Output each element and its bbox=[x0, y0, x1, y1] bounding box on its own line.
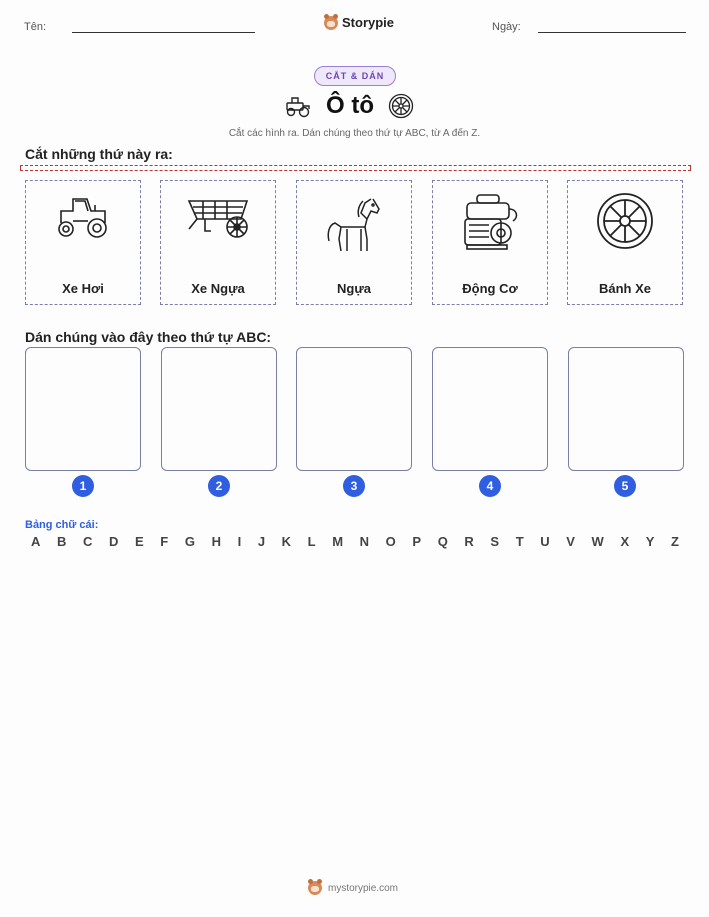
alphabet-letter: J bbox=[257, 534, 266, 549]
alphabet-letter: H bbox=[211, 534, 221, 549]
alphabet-letter: S bbox=[490, 534, 500, 549]
alphabet-letter: R bbox=[464, 534, 474, 549]
alphabet-letter: L bbox=[307, 534, 316, 549]
paste-box-2[interactable] bbox=[161, 347, 277, 471]
alphabet-letter: D bbox=[109, 534, 119, 549]
brand-name: Storypie bbox=[342, 15, 395, 30]
alphabet-letter: N bbox=[359, 534, 370, 549]
alphabet-letter: G bbox=[184, 534, 195, 549]
card-label: Xe Ngựa bbox=[191, 281, 245, 296]
alphabet-letter: O bbox=[385, 534, 396, 549]
card-label: Động Cơ bbox=[462, 281, 518, 296]
bear-logo-icon bbox=[324, 16, 338, 30]
alphabet-letter: A bbox=[31, 534, 41, 549]
horse-icon bbox=[321, 191, 387, 257]
instructions: Cắt các hình ra. Dán chúng theo thứ tự ABC, từ A đến Z. bbox=[228, 128, 481, 139]
slot-number: 2 bbox=[208, 475, 230, 497]
alphabet-letter: F bbox=[160, 534, 169, 549]
alphabet-letter: Y bbox=[645, 534, 655, 549]
alphabet-letter: E bbox=[135, 534, 144, 549]
tractor-icon bbox=[51, 191, 115, 243]
alphabet-letter: P bbox=[412, 534, 422, 549]
brand-logo bbox=[324, 15, 394, 30]
alphabet-letter: X bbox=[620, 534, 630, 549]
footer bbox=[308, 881, 398, 895]
cut-heading: Cắt những thứ này ra: bbox=[25, 146, 173, 162]
card-label: Bánh Xe bbox=[598, 281, 651, 296]
name-label: Tên: bbox=[24, 21, 47, 33]
alphabet-letter: M bbox=[332, 534, 344, 549]
page-title-row bbox=[284, 92, 414, 120]
cut-card-carriage[interactable] bbox=[160, 180, 276, 305]
paste-box-3[interactable] bbox=[296, 347, 412, 471]
slot-number: 4 bbox=[479, 475, 501, 497]
bear-logo-icon bbox=[308, 881, 322, 895]
alphabet-letter: C bbox=[83, 534, 93, 549]
date-label: Ngày: bbox=[492, 21, 521, 33]
alphabet-letter: T bbox=[515, 534, 524, 549]
cut-card-engine[interactable] bbox=[432, 180, 548, 305]
activity-badge: CẮT & DÁN bbox=[314, 66, 396, 86]
wheel-icon bbox=[388, 93, 414, 119]
card-label: Xe Hơi bbox=[62, 281, 104, 296]
cut-card-car[interactable] bbox=[25, 180, 141, 305]
page-title: Ô tô bbox=[326, 92, 374, 119]
card-label: Ngựa bbox=[337, 281, 371, 296]
alphabet-letter: K bbox=[281, 534, 292, 549]
slot-number: 5 bbox=[614, 475, 636, 497]
cut-card-horse[interactable] bbox=[296, 180, 412, 305]
wheel-icon bbox=[595, 191, 655, 251]
alphabet-letter: I bbox=[237, 534, 242, 549]
footer-url[interactable]: mystorypie.com bbox=[328, 882, 399, 894]
alphabet-row bbox=[31, 534, 679, 549]
alphabet-letter: U bbox=[540, 534, 550, 549]
alphabet-letter: B bbox=[57, 534, 67, 549]
cut-line bbox=[20, 165, 691, 171]
name-field[interactable] bbox=[72, 32, 255, 33]
alphabet-letter: W bbox=[591, 534, 604, 549]
alphabet-letter: Q bbox=[437, 534, 448, 549]
slot-number: 1 bbox=[72, 475, 94, 497]
alphabet-letter: Z bbox=[671, 534, 679, 549]
tractor-icon bbox=[284, 94, 312, 118]
paste-heading: Dán chúng vào đây theo thứ tự ABC: bbox=[25, 329, 272, 345]
slot-number: 3 bbox=[343, 475, 365, 497]
alphabet-heading: Bảng chữ cái: bbox=[25, 519, 99, 531]
paste-box-1[interactable] bbox=[25, 347, 141, 471]
engine-icon bbox=[459, 191, 521, 253]
alphabet-letter: V bbox=[566, 534, 575, 549]
cut-card-wheel[interactable] bbox=[567, 180, 683, 305]
wagon-icon bbox=[185, 191, 251, 243]
date-field[interactable] bbox=[538, 32, 686, 33]
paste-box-5[interactable] bbox=[568, 347, 684, 471]
paste-box-4[interactable] bbox=[432, 347, 548, 471]
